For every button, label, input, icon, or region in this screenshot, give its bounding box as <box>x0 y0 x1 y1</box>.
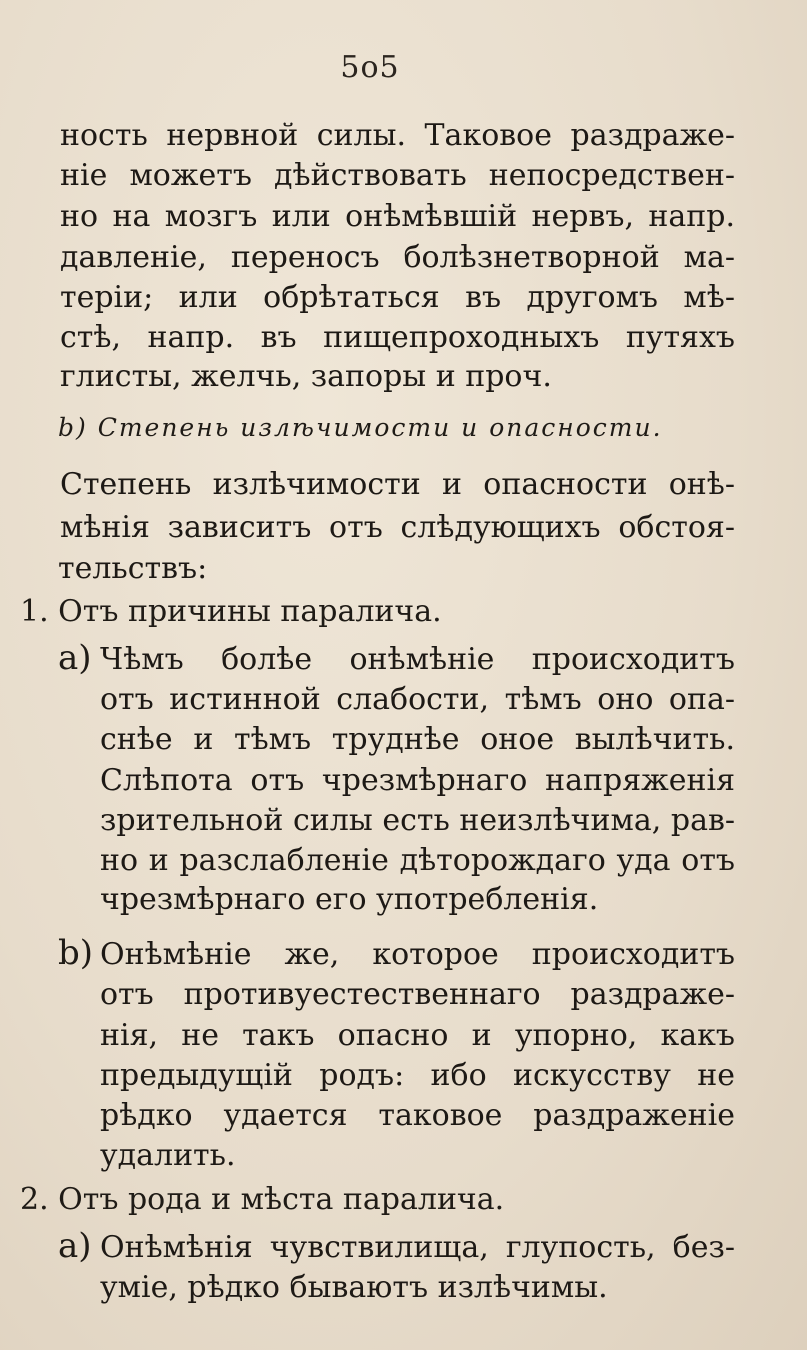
text-line: глисты, желчь, запоры и проч. <box>60 359 552 394</box>
text-line: но и разслабленіе дѣторождаго уда отъ <box>100 843 735 878</box>
text-line: ность нервной силы. Таковое раздраже- <box>60 118 735 153</box>
numbered-heading-1: 1. Отъ причины паралича. <box>20 594 442 629</box>
item-marker-a: a) <box>58 1226 92 1266</box>
text-line: отъ истинной слабости, тѣмъ оно опа- <box>100 682 735 717</box>
text-line: теріи; или обрѣтаться въ другомъ мѣ- <box>60 280 735 315</box>
numbered-heading-2: 2. Отъ рода и мѣста паралича. <box>20 1182 505 1217</box>
text-line: рѣдко удается таковое раздраженіе <box>100 1098 735 1133</box>
text-line: Чѣмъ болѣе онѣмѣніе происходитъ <box>100 642 735 677</box>
text-line: чрезмѣрнаго его употребленія. <box>100 882 599 917</box>
text-line: Степень излѣчимости и опасности онѣ- <box>60 467 735 502</box>
text-line: давленіе, переносъ болѣзнетворной ма- <box>60 240 735 275</box>
text-line: зрительной силы есть неизлѣчима, рав- <box>100 803 735 838</box>
text-line: Онѣмѣнія чувствилища, глупость, без- <box>100 1230 735 1265</box>
text-line: Онѣмѣніе же, которое происходитъ <box>100 937 735 972</box>
text-line: уміе, рѣдко бываютъ излѣчимы. <box>100 1270 608 1305</box>
text-line: удалить. <box>100 1138 236 1173</box>
text-line: стѣ, напр. въ пищепроходныхъ путяхъ <box>60 320 735 355</box>
section-subheading: b) Степень излѣчимости и опасности. <box>58 413 663 442</box>
text-line: предыдущій родъ: ибо искусству не <box>100 1058 735 1093</box>
text-line: ніе можетъ дѣйствовать непосредствен- <box>60 158 735 193</box>
text-line: нія, не такъ опасно и упорно, какъ <box>100 1018 735 1053</box>
text-line: Слѣпота отъ чрезмѣрнаго напряженія <box>100 763 735 798</box>
text-line: отъ противуестественнаго раздраже- <box>100 977 735 1012</box>
text-line: но на мозгъ или онѣмѣвшій нервъ, напр. <box>60 199 735 234</box>
item-marker-a: a) <box>58 638 92 678</box>
text-line: снѣе и тѣмъ труднѣе оное вылѣчить. <box>100 722 735 757</box>
text-line: мѣнія зависитъ отъ слѣдующихъ обстоя- <box>60 510 735 545</box>
item-marker-b: b) <box>58 933 94 973</box>
page-number: 5о5 <box>340 50 400 85</box>
text-line: тельствъ: <box>58 551 208 586</box>
